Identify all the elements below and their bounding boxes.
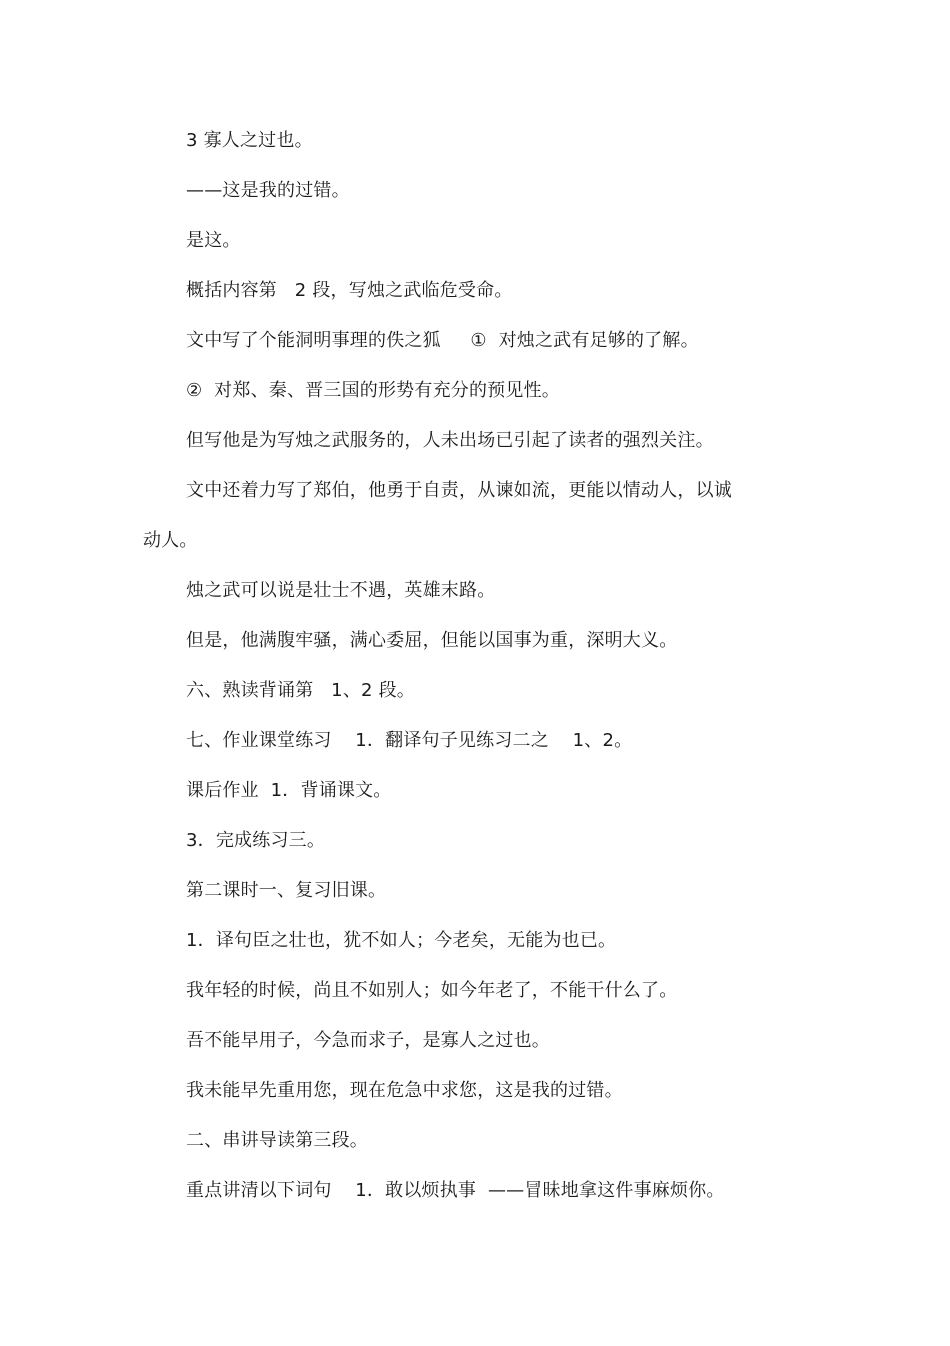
text-line: 文中还着力写了郑伯，他勇于自责，从谏如流，更能以情动人，以诚 <box>186 480 732 501</box>
text-line: 六、熟读背诵第 1、2 段。 <box>186 680 415 701</box>
text-line: 3．完成练习三。 <box>186 830 326 851</box>
text-line: 我年轻的时候，尚且不如别人；如今年老了，不能干什么了。 <box>186 980 678 1001</box>
text-line: 但是，他满腹牢骚，满心委屈，但能以国事为重，深明大义。 <box>186 630 678 651</box>
text-line: 1．译句臣之壮也，犹不如人；今老矣，无能为也已。 <box>186 930 617 951</box>
text-line: 七、作业课堂练习 1．翻译句子见练习二之 1、2。 <box>186 730 633 751</box>
text-line: 二、串讲导读第三段。 <box>186 1130 368 1151</box>
text-line: 第二课时一、复习旧课。 <box>186 880 387 901</box>
text-line: ② 对郑、秦、晋三国的形势有充分的预见性。 <box>186 380 560 401</box>
text-line: 我未能早先重用您，现在危急中求您，这是我的过错。 <box>186 1080 623 1101</box>
text-line: ——这是我的过错。 <box>186 180 350 201</box>
text-line: 但写他是为写烛之武服务的，人未出场已引起了读者的强烈关注。 <box>186 430 714 451</box>
text-line: 文中写了个能洞明事理的佚之狐 ① 对烛之武有足够的了解。 <box>186 330 699 351</box>
text-line: 吾不能早用子，今急而求子，是寡人之过也。 <box>186 1030 550 1051</box>
text-line: 概括内容第 2 段，写烛之武临危受命。 <box>186 280 513 301</box>
text-line: 是这。 <box>186 230 241 251</box>
text-line: 3 寡人之过也。 <box>186 130 313 151</box>
text-line: 烛之武可以说是壮士不遇，英雄末路。 <box>186 580 496 601</box>
text-line: 重点讲清以下词句 1．敢以烦执事 ——冒昧地拿这件事麻烦你。 <box>186 1180 725 1201</box>
text-line: 课后作业 1．背诵课文。 <box>186 780 392 801</box>
text-line-continuation: 动人。 <box>143 530 198 551</box>
